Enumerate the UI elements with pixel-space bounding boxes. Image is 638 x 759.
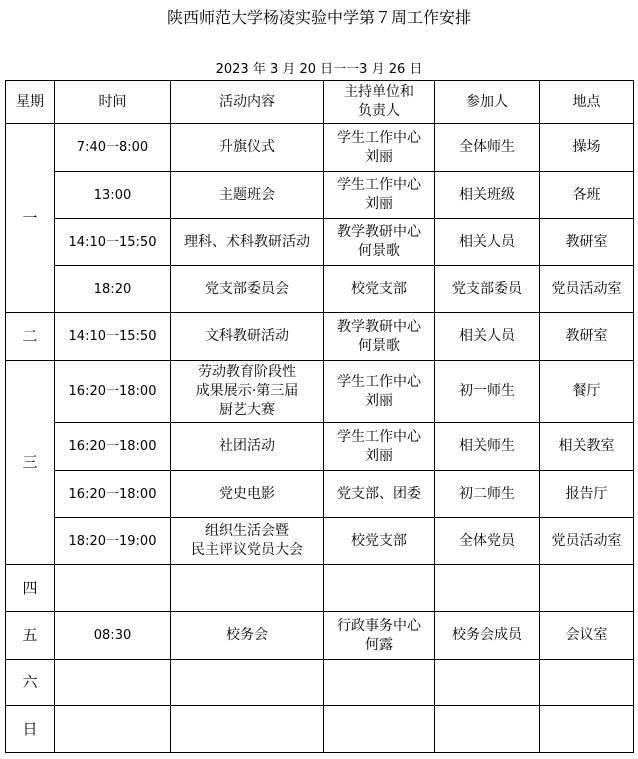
cell-time: 16:20一18:00 <box>55 361 171 423</box>
table-row <box>6 172 634 219</box>
cell-host: 学生工作中心 刘丽 <box>324 423 435 471</box>
cell-host: 教学教研中心 何景歌 <box>324 219 435 266</box>
cell-time <box>55 660 171 706</box>
cell-time: 14:10一15:50 <box>55 219 171 266</box>
cell-activity <box>171 660 324 706</box>
cell-participants: 相关人员 <box>435 313 540 361</box>
cell-time: 18:20 <box>55 266 171 313</box>
table-row <box>6 612 634 660</box>
cell-location: 相关教室 <box>540 423 634 471</box>
header-time: 时间 <box>55 81 171 124</box>
cell-location: 教研室 <box>540 313 634 361</box>
cell-time: 7:40一8:00 <box>55 124 171 172</box>
day-monday: 一 <box>6 124 55 313</box>
cell-location: 党员活动室 <box>540 266 634 313</box>
cell-participants <box>435 706 540 753</box>
cell-activity: 主题班会 <box>171 172 324 219</box>
day-wednesday: 三 <box>6 361 55 565</box>
cell-host <box>324 565 435 612</box>
cell-participants: 校务会成员 <box>435 612 540 660</box>
cell-activity: 劳动教育阶段性 成果展示·第三届 厨艺大赛 <box>171 361 324 423</box>
cell-time: 13:00 <box>55 172 171 219</box>
page-title: 陕西师范大学杨凌实验中学第７周工作安排 <box>166 8 471 27</box>
cell-location <box>540 706 634 753</box>
header-host: 主持单位和 负责人 <box>324 81 435 124</box>
cell-location <box>540 565 634 612</box>
cell-activity: 升旗仪式 <box>171 124 324 172</box>
cell-participants: 相关人员 <box>435 219 540 266</box>
cell-time: 14:10一15:50 <box>55 313 171 361</box>
table-row <box>6 518 634 565</box>
cell-location: 会议室 <box>540 612 634 660</box>
cell-time: 08:30 <box>55 612 171 660</box>
cell-time: 16:20一18:00 <box>55 471 171 518</box>
cell-host: 学生工作中心 刘丽 <box>324 124 435 172</box>
cell-activity <box>171 565 324 612</box>
header-participants: 参加人 <box>435 81 540 124</box>
day-thursday: 四 <box>6 565 55 612</box>
cell-host: 学生工作中心 刘丽 <box>324 361 435 423</box>
cell-location: 餐厅 <box>540 361 634 423</box>
cell-location: 报告厅 <box>540 471 634 518</box>
cell-time: 18:20一19:00 <box>55 518 171 565</box>
cell-participants: 党支部委员 <box>435 266 540 313</box>
cell-host: 行政事务中心 何露 <box>324 612 435 660</box>
cell-activity: 社团活动 <box>171 423 324 471</box>
cell-time: 16:20一18:00 <box>55 423 171 471</box>
table-row <box>6 423 634 471</box>
cell-participants: 初一师生 <box>435 361 540 423</box>
header-day: 星期 <box>6 81 55 124</box>
day-tuesday: 二 <box>6 313 55 361</box>
header-activity: 活动内容 <box>171 81 324 124</box>
cell-location: 操场 <box>540 124 634 172</box>
cell-activity: 组织生活会暨 民主评议党员大会 <box>171 518 324 565</box>
cell-activity: 党支部委员会 <box>171 266 324 313</box>
table-row <box>6 219 634 266</box>
day-sunday: 日 <box>6 706 55 753</box>
cell-participants <box>435 660 540 706</box>
cell-activity <box>171 706 324 753</box>
cell-participants <box>435 565 540 612</box>
table-row <box>6 266 634 313</box>
cell-host: 学生工作中心 刘丽 <box>324 172 435 219</box>
table-row <box>6 361 634 423</box>
cell-time <box>55 706 171 753</box>
cell-host: 党支部、团委 <box>324 471 435 518</box>
table-row <box>6 313 634 361</box>
table-row <box>6 660 634 706</box>
schedule-table <box>5 80 634 753</box>
cell-location: 教研室 <box>540 219 634 266</box>
cell-host: 校党支部 <box>324 518 435 565</box>
header-row <box>6 81 634 124</box>
cell-participants: 相关班级 <box>435 172 540 219</box>
date-range: 2023 年 3 月 20 日一一3 月 26 日 <box>215 62 423 77</box>
cell-location <box>540 660 634 706</box>
cell-activity: 校务会 <box>171 612 324 660</box>
cell-activity: 党史电影 <box>171 471 324 518</box>
cell-participants: 相关师生 <box>435 423 540 471</box>
table-row <box>6 706 634 753</box>
header-location: 地点 <box>540 81 634 124</box>
cell-host <box>324 706 435 753</box>
table-row <box>6 124 634 172</box>
table-row <box>6 565 634 612</box>
cell-participants: 全体党员 <box>435 518 540 565</box>
cell-host: 校党支部 <box>324 266 435 313</box>
cell-location: 党员活动室 <box>540 518 634 565</box>
cell-participants: 全体师生 <box>435 124 540 172</box>
cell-activity: 文科教研活动 <box>171 313 324 361</box>
cell-host: 教学教研中心 何景歌 <box>324 313 435 361</box>
cell-participants: 初二师生 <box>435 471 540 518</box>
table-row <box>6 471 634 518</box>
cell-activity: 理科、术科教研活动 <box>171 219 324 266</box>
day-friday: 五 <box>6 612 55 660</box>
cell-time <box>55 565 171 612</box>
cell-host <box>324 660 435 706</box>
cell-location: 各班 <box>540 172 634 219</box>
day-saturday: 六 <box>6 660 55 706</box>
